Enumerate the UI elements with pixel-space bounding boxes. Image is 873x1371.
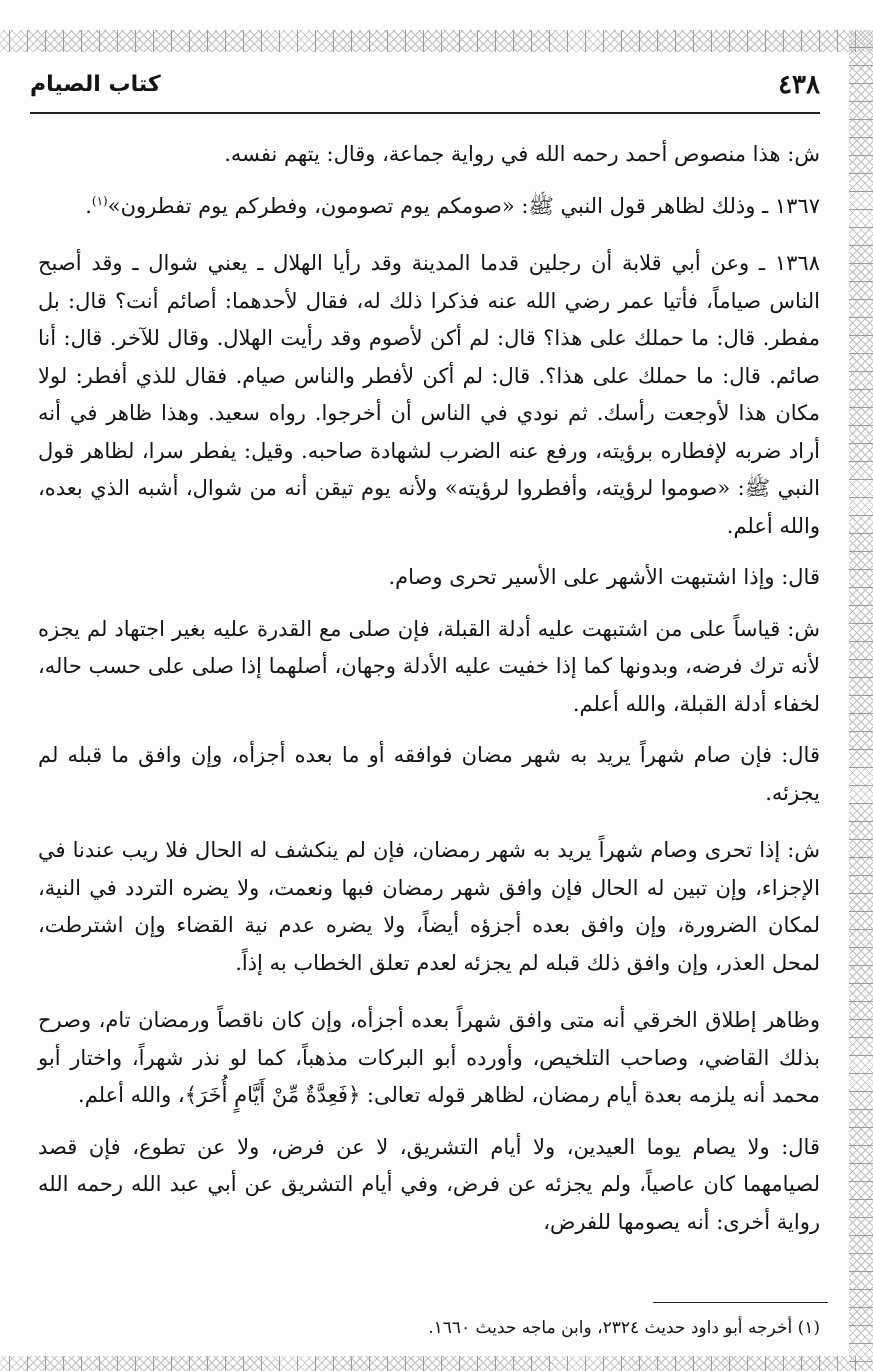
- paragraph-text: ١٣٦٧ ـ وذلك لظاهر قول النبي ﷺ: «صومكم يوم تصومون، وفطركم يوم تفطرون»: [107, 193, 820, 218]
- page-header: [30, 68, 820, 114]
- paragraph-hadith-1367: ١٣٦٧ ـ وذلك لظاهر قول النبي ﷺ: «صومكم يوم تصومون، وفطركم يوم تفطرون»$^{(١)}$.: [85, 193, 820, 218]
- paragraph: قال: وإذا اشتبهت الأشهر على الأسير تحرى وصام.: [388, 565, 820, 589]
- paragraph: قال: فإن صام شهراً يريد به شهر مضان فوافقه أو ما بعده أجزأه، وإن وافق ما قبله لم يجزئه.: [38, 743, 820, 805]
- footnote-marker: (١): [91, 193, 108, 208]
- footnote: (١) أخرجه أبو داود حديث ٢٣٢٤، وابن ماجه حديث ١٦٦٠.: [428, 1318, 820, 1338]
- paragraph: ش: إذا تحرى وصام شهراً يريد به شهر رمضان، فإن لم ينكشف له الحال فلا ريب عندنا في الإجزاء، وإن تبين له الحال فإن وافق شهر رمضان فبها ونعمت، ولا يضره التردد في النية، لمكان الضرورة، وإن وافق بعده أجزؤه أيضاً، ولا يضره عدم نية القضاء وإن اشترطت، لمحل العذر، وإن وافق ذلك قبله لم يجزئه لعدم تعلق الخطاب به إذاً.: [38, 838, 820, 975]
- paragraph: ش: هذا منصوص أحمد رحمه الله في رواية جماعة، وقال: يتهم نفسه.: [224, 142, 820, 166]
- paragraph: وظاهر إطلاق الخرقي أنه متى وافق شهراً بعده أجزأه، وإن كان ناقصاً ورمضان تام، وصرح بذلك القاضي، وصاحب التلخيص، وأورده أبو البركات مذهباً، كما لو نذر شهراً، واختار أبو محمد أنه يلزمه بعدة أيام رمضان، لظاهر قوله تعالى: ﴿فَعِدَّةٌ مِّنْ أَيَّامٍ أُخَرَ﴾، والله أعلم.: [38, 1008, 820, 1107]
- decorative-border-right: [849, 30, 873, 1371]
- paragraph-hadith-1368: ١٣٦٨ ـ وعن أبي قلابة أن رجلين قدما المدينة وقد رأيا الهلال ـ يعني شوال ـ وقد أصبح الناس صياماً، فأتيا عمر رضي الله عنه فذكرا ذلك له، فقال لأحدهما: أصائم أنت؟ قال: بل مفطر. قال: ما حملك على هذا؟ قال: لم أكن لأصوم وقد رأيت الهلال. وقال للآخر. قال: أنا صائم. قال: ما حملك على هذا؟. قال: لم أكن لأفطر والناس صيام. فقال للذي أفطر: لولا مكان هذا لأوجعت رأسك. ثم نودي في الناس أن أخرجوا. رواه سعيد. وهذا ظاهر في أنه أراد ضربه لإفطاره برؤيته، ورفع عنه الضرب لشهادة صاحبه. وقيل: يفطر سرا، لظاهر قول النبي ﷺ: «صوموا لرؤيته، وأفطروا لرؤيته» ولأنه يوم تيقن أنه من شوال، أشبه الذي بعده، والله أعلم.: [38, 251, 820, 538]
- footnote-divider: [653, 1302, 828, 1303]
- decorative-border-bottom: [0, 1356, 873, 1371]
- paragraph: قال: ولا يصام يوما العيدين، ولا أيام التشريق، لا عن فرض، ولا عن تطوع، فإن قصد لصيامهما كان عاصياً، ولم يجزئه عن فرض، وفي أيام التشريق عن أبي عبد الله رحمه الله رواية أخرى: أنه يصومها للفرض،: [38, 1134, 820, 1234]
- running-title: كتاب الصيام: [30, 72, 161, 97]
- page-number: ٤٣٨: [778, 70, 820, 100]
- page-body: [38, 136, 820, 1261]
- paragraph: ش: قياساً على من اشتبهت عليه أدلة القبلة، فإن صلى مع القدرة عليه بغير اجتهاد لم يجزه لأنه ترك فرضه، وبدونها كما إذا خفيت عليه الأدلة وجهان، أصلهما إذا صلى على حسب حاله، لخفاء أدلة القبلة، والله أعلم.: [38, 616, 820, 716]
- decorative-border-top: [0, 30, 873, 52]
